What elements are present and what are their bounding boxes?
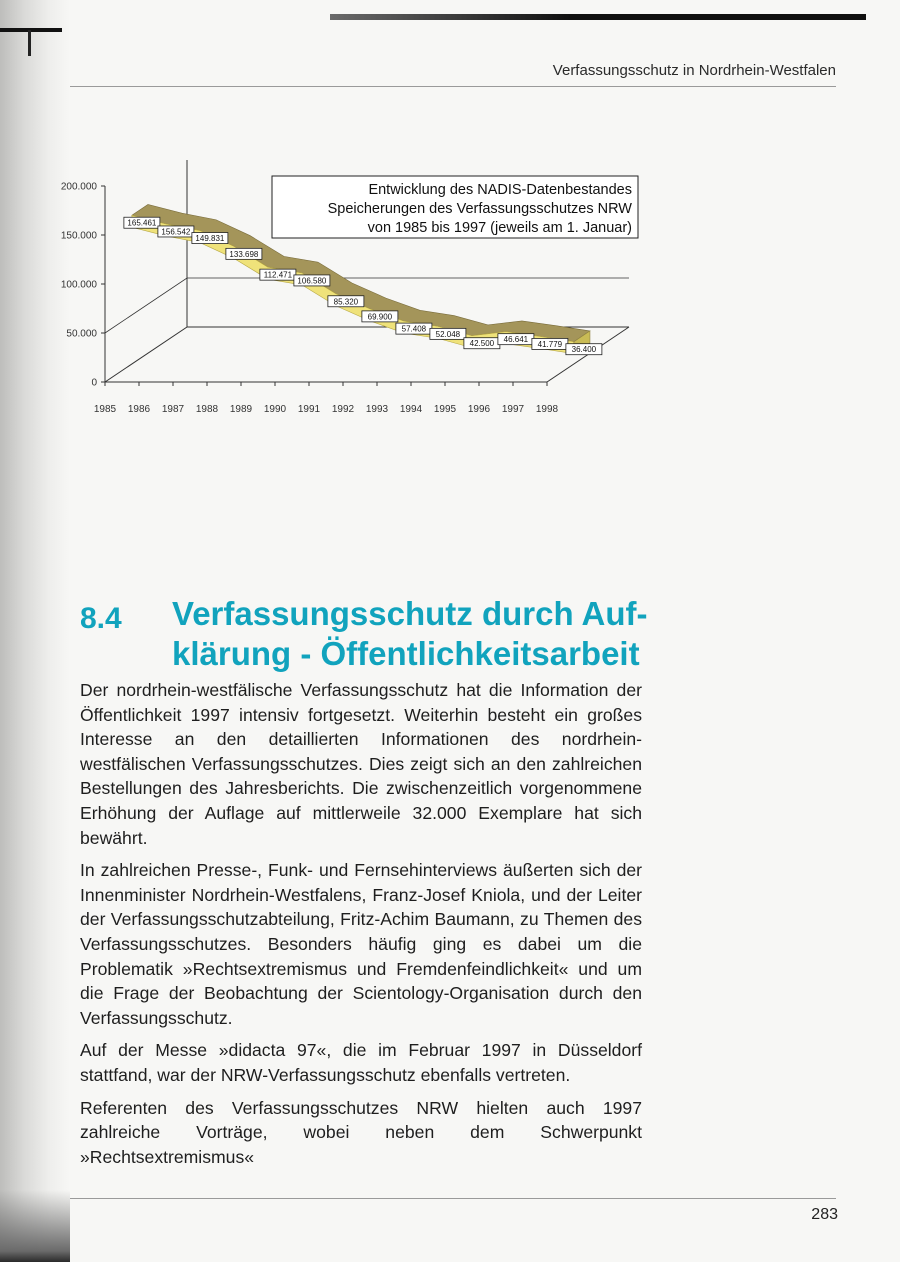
running-head: Verfassungsschutz in Nordrhein-Westfalen (552, 62, 836, 79)
y-tick-label: 100.000 (60, 279, 97, 291)
x-tick-label: 1992 (331, 404, 355, 415)
x-tick-label: 1997 (501, 404, 525, 415)
data-label: 85.320 (333, 297, 359, 307)
data-label: 46.641 (503, 335, 529, 345)
x-tick-label: 1998 (535, 404, 559, 415)
crop-mark (0, 28, 62, 32)
section-title-line-2: klärung - Öffentlichkeitsarbeit (172, 635, 640, 672)
data-label: 69.900 (367, 312, 393, 322)
data-label: 57.408 (401, 324, 427, 334)
x-tick-label: 1996 (467, 404, 491, 415)
data-label: 149.831 (195, 234, 225, 244)
x-tick-label: 1989 (229, 404, 253, 415)
x-tick-label: 1988 (195, 404, 219, 415)
chart-title-line: Entwicklung des NADIS-Datenbestandes (368, 182, 632, 198)
y-tick-label: 200.000 (60, 181, 97, 193)
page-number: 283 (811, 1206, 838, 1223)
paragraph: Auf der Messe »didacta 97«, die im Februar 1997 in Düsseldorf stattfand, war der NRW-Verfassungsschutz ebenfalls vertreten. (80, 1040, 642, 1085)
y-tick-label: 150.000 (60, 230, 97, 242)
x-tick-label: 1987 (161, 404, 185, 415)
x-tick-label: 1990 (263, 404, 287, 415)
y-tick-label: 0 (91, 377, 97, 389)
data-label: 133.698 (229, 249, 259, 259)
data-label: 106.580 (297, 276, 327, 286)
x-tick-label: 1986 (127, 404, 151, 415)
data-label: 156.542 (161, 227, 191, 237)
data-label: 41.779 (537, 339, 563, 349)
x-tick-label: 1994 (399, 404, 423, 415)
footer-rule (70, 1198, 836, 1199)
x-tick-label: 1993 (365, 404, 389, 415)
book-spine-shadow-bottom (0, 1190, 70, 1262)
chart-title-line: Speicherungen des Verfassungsschutzes NRW (327, 201, 632, 217)
chart-title-line: von 1985 bis 1997 (jeweils am 1. Januar) (367, 220, 632, 236)
body-text (80, 678, 642, 1177)
x-tick-label: 1995 (433, 404, 457, 415)
data-label: 52.048 (435, 329, 461, 339)
crop-mark-vertical (28, 30, 31, 56)
chart-back-frame (105, 160, 187, 382)
data-label: 112.471 (263, 270, 293, 280)
header-rule (70, 86, 836, 87)
section-title-line-1: Verfassungsschutz durch Auf- (172, 595, 648, 632)
y-tick-label: 50.000 (66, 328, 97, 340)
data-label: 36.400 (571, 345, 597, 355)
paragraph: Referenten des Verfassungsschutzes NRW hielten auch 1997 zahlreiche Vorträge, wobei neben dem Schwerpunkt »Rechtsextremismus« (80, 1097, 642, 1167)
data-label: 165.461 (127, 218, 157, 228)
nadis-chart (40, 160, 650, 430)
paragraph: Der nordrhein-westfälische Verfassungsschutz hat die Information der Öffentlichkeit 1997 intensiv fortgesetzt. Weiterhin besteht ein großes Interesse an den detaillierten Informationen des nordrhein-westfälischen Verfassungsschutzes. Dies zeigt sich an den zahlreichen Bestellungen des Jahresberichts. Die zwischenzeitlich vorgenommene Erhöhung der Auflage auf mittlerweile 32.000 Exemplare hat sich bewährt. (80, 680, 642, 848)
header-bar (330, 14, 866, 20)
section-title (172, 594, 672, 674)
data-label: 42.500 (469, 339, 495, 349)
x-tick-label: 1991 (297, 404, 321, 415)
x-tick-label: 1985 (93, 404, 117, 415)
section-number: 8.4 (80, 602, 122, 635)
paragraph: In zahlreichen Presse-, Funk- und Fernsehinterviews äußerten sich der Innenminister Nordrhein-Westfalens, Franz-Josef Kniola, und der Leiter der Verfassungsschutzabteilung, Fritz-Achim Baumann, zu Themen des Verfassungsschutzes. Besonders häufig ging es dabei um die Problematik »Rechtsextremismus und Fremdenfeindlichkeit« und um die Frage der Beobachtung der Scientology-Organisation durch den Verfassungsschutz. (80, 860, 642, 1028)
